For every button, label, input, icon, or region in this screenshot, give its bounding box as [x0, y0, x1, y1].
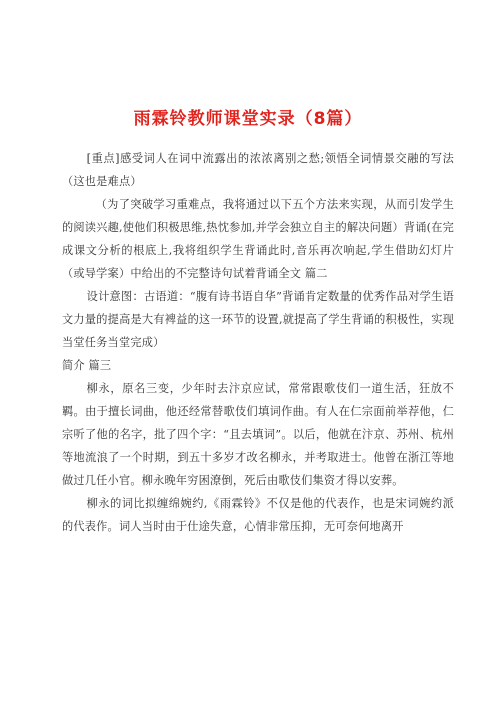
paragraph-liu-yong-bio: 柳永，原名三变，少年时去汴京应试，常常跟歌伎们一道生活，狂放不羁。由于擅长词曲，他还经常替歌伎们填词作曲。有人在仁宗面前举荐他，仁宗听了他的名字，批了四个字：“且去填词”。以后，他就在汴京、苏州、杭州等地流浪了一个时期，到五十多岁才改名柳永，并考取进士。他曾在浙江等地做过几任小官。柳永晚年穷困潦倒，死后由歌伎们集资才得以安葬。	[62, 382, 454, 487]
document-title: 雨霖铃教师课堂实录（8篇）	[133, 109, 363, 129]
paragraph-key-points: [重点]感受词人在词中流露出的浓浓离别之愁;领悟全词情景交融的写法（这也是难点）	[62, 152, 454, 188]
paragraph-liu-yong-style: 柳永的词比拟缠绵婉约,《雨霖铃》不仅是他的代表作，也是宋词婉约派的代表作。词人当时由于仕途失意，心情非常压抑，无可奈何地离开	[62, 497, 454, 533]
section-heading-intro: 简介 篇三	[62, 359, 112, 372]
document-body	[62, 147, 454, 538]
paragraph-methods: （为了突破学习重难点，我将通过以下五个方法来实现，从而引发学生的阅读兴趣,使他们积极思维,热忱参加,并学会独立自主的解决问题）背诵(在完成课文分析的根底上,我将组织学生背诵此时,音乐再次响起,学生借助幻灯片（或导学案）中给出的不完整诗句试着背诵全文 篇二	[62, 198, 454, 280]
paragraph-design-intent: 设计意图：古语道：“腹有诗书语自华”背诵肯定数量的优秀作品对学生语文力量的提高是大有裨益的这一环节的设置,就提高了学生背诵的积极性，实现当堂任务当堂完成）	[62, 290, 454, 349]
